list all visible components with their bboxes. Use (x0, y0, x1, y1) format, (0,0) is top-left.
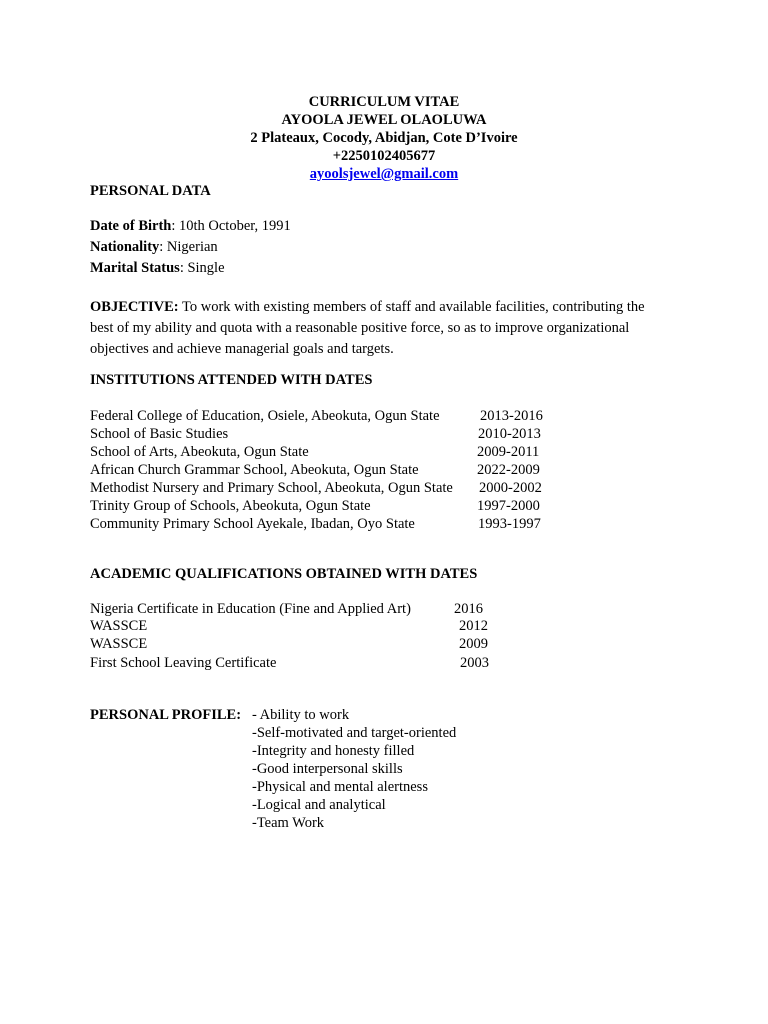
institution-dates: 2022-2009 (477, 462, 540, 478)
marital-status-label: Marital Status (90, 260, 180, 276)
institutions-heading: INSTITUTIONS ATTENDED WITH DATES (90, 372, 373, 388)
email-link[interactable]: ayoolsjewel@gmail.com (309, 166, 459, 182)
nationality-label: Nationality (90, 239, 160, 255)
qualification-row (90, 617, 650, 635)
objective-line-3: objectives and achieve managerial goals and targets. (90, 341, 394, 357)
institution-row (90, 407, 650, 425)
institution-dates: 2010-2013 (478, 426, 541, 442)
institution-dates: 1993-1997 (478, 516, 541, 532)
qualification-row (90, 635, 650, 653)
qualification-name: WASSCE (90, 636, 148, 652)
qualifications-heading: ACADEMIC QUALIFICATIONS OBTAINED WITH DATES (90, 566, 478, 582)
profile-item: -Team Work (252, 815, 325, 831)
institution-row (90, 443, 650, 461)
candidate-name: AYOOLA JEWEL OLAOLUWA (281, 112, 487, 128)
institution-row (90, 497, 650, 515)
institution-row (90, 479, 650, 497)
dob-value: : 10th October, 1991 (171, 218, 291, 234)
profile-item: -Logical and analytical (252, 797, 386, 813)
profile-item: - Ability to work (252, 707, 350, 723)
profile-label: PERSONAL PROFILE: (90, 707, 242, 723)
dob-label: Date of Birth (90, 218, 172, 234)
qualification-year: 2003 (460, 655, 489, 671)
institution-row (90, 515, 650, 533)
personal-data-heading: PERSONAL DATA (90, 183, 211, 199)
qualification-name: First School Leaving Certificate (90, 655, 277, 671)
qualification-row (90, 600, 650, 618)
institution-name: African Church Grammar School, Abeokuta, Ogun State (90, 462, 419, 478)
institution-dates: 2013-2016 (480, 408, 543, 424)
objective-label: OBJECTIVE: (90, 299, 179, 315)
institution-name: Community Primary School Ayekale, Ibadan, Oyo State (90, 516, 415, 532)
institution-name: Trinity Group of Schools, Abeokuta, Ogun State (90, 498, 371, 514)
profile-item: -Physical and mental alertness (252, 779, 428, 795)
marital-status-value: : Single (179, 260, 225, 276)
institution-dates: 1997-2000 (477, 498, 540, 514)
objective-line-2: best of my ability and quota with a reasonable positive force, so as to improve organizational (90, 320, 630, 336)
objective-line-1: To work with existing members of staff and available facilities, contributing the (178, 299, 645, 315)
qualification-name: Nigeria Certificate in Education (Fine and Applied Art) (90, 601, 411, 617)
qualification-year: 2016 (454, 601, 483, 617)
candidate-phone: +2250102405677 (332, 148, 436, 164)
qualification-year: 2009 (459, 636, 488, 652)
nationality-value: : Nigerian (159, 239, 218, 255)
profile-item: -Integrity and honesty filled (252, 743, 415, 759)
institution-name: School of Basic Studies (90, 426, 229, 442)
qualification-year: 2012 (459, 618, 488, 634)
institution-name: Federal College of Education, Osiele, Abeokuta, Ogun State (90, 408, 440, 424)
objective-paragraph (90, 297, 680, 360)
document-title: CURRICULUM VITAE (308, 94, 460, 110)
institution-row (90, 425, 650, 443)
candidate-address: 2 Plateaux, Cocody, Abidjan, Cote D’Ivoire (250, 130, 518, 146)
qualification-row (90, 654, 650, 672)
nationality-line (90, 239, 218, 256)
institution-name: School of Arts, Abeokuta, Ogun State (90, 444, 309, 460)
qualification-name: WASSCE (90, 618, 148, 634)
marital-status-line (90, 260, 225, 277)
profile-item: -Self-motivated and target-oriented (252, 725, 457, 741)
institution-dates: 2009-2011 (477, 444, 540, 460)
cv-header (0, 93, 768, 183)
dob-line (90, 218, 291, 235)
institution-dates: 2000-2002 (479, 480, 542, 496)
institution-row (90, 461, 650, 479)
profile-item: -Good interpersonal skills (252, 761, 403, 777)
institution-name: Methodist Nursery and Primary School, Abeokuta, Ogun State (90, 480, 453, 496)
